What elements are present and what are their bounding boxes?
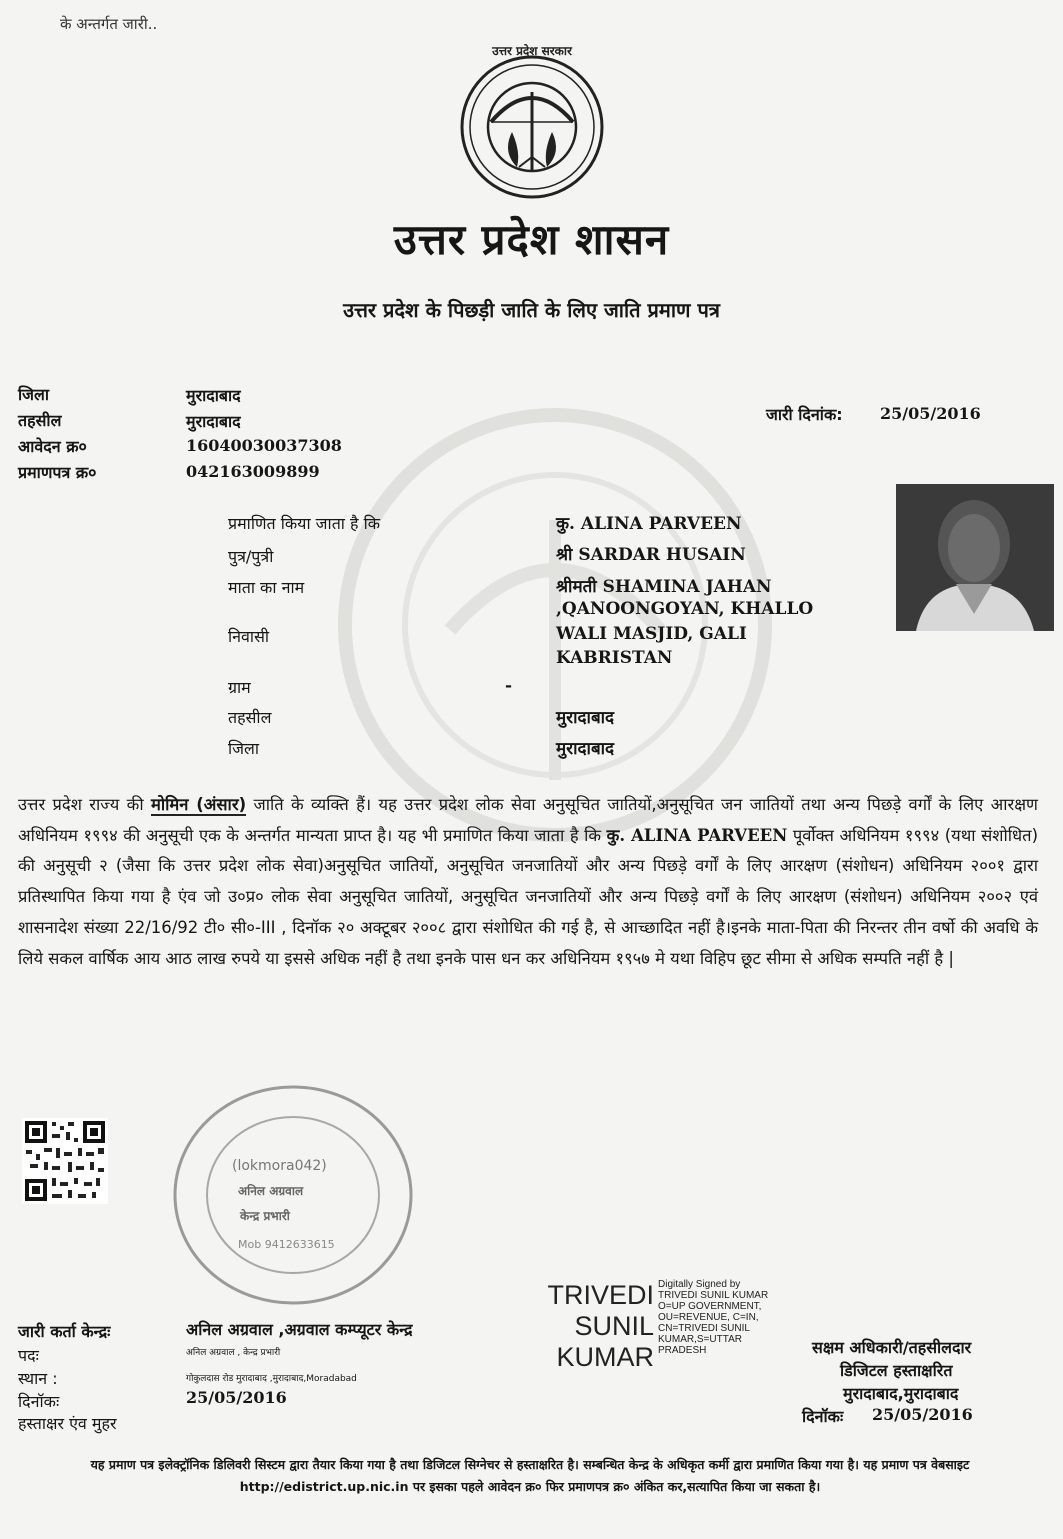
field-tehsil-label: तहसील: [228, 708, 272, 727]
authority-date-value: 25/05/2016: [872, 1405, 973, 1424]
stamp-mob: Mob 9412633615: [238, 1238, 335, 1251]
resident-line2: WALI MASJID, GALI: [556, 624, 747, 644]
dsig-info-line: TRIVEDI SUNIL KUMAR: [658, 1290, 769, 1301]
issuer-place-value: गोकुलदास रोड मुरादाबाद ,मुरादाबाद,Moradabad: [186, 1374, 357, 1384]
application-no-label: आवेदन क्र०: [18, 437, 87, 456]
tehsil-label: तहसील: [18, 411, 62, 430]
dsig-name-line2: SUNIL: [574, 1311, 654, 1341]
emblem-text: उत्तर प्रदेश सरकार: [492, 44, 572, 58]
issuer-center-value: अनिल अग्रवाल ,अग्रवाल कम्प्यूटर केन्द्र: [186, 1320, 413, 1339]
dsig-info-line: OU=REVENUE, C=IN,: [658, 1312, 759, 1323]
body-applicant-name: कु. ALINA PARVEEN: [606, 825, 788, 845]
stamp-name: अनिल अग्रवाल: [238, 1184, 304, 1198]
district-value: मुरादाबाद: [186, 386, 241, 405]
applicant-photo: [896, 484, 1054, 631]
field-district-value: मुरादाबाद: [556, 739, 615, 759]
footer-note: यह प्रमाण पत्र इलेक्ट्रॉनिक डिलिवरी सिस्टम द्वारा तैयार किया गया है तथा डिजिटल सिग्नेचर से हस्ताक्षरित है। सम्बन्धित केन्द्र के अधिकृत कर्मी द्वारा प्रमाणित किया गया है। यह प्रमाण पत्र वेबसाइट http://edistrict.up.nic.in पर इसका पहले आवेदन क्र० फिर प्रमाणपत्र क्र० अंकित कर,सत्यापित किया जा सकता है।: [90, 1457, 970, 1494]
dsig-info-line: O=UP GOVERNMENT,: [658, 1301, 762, 1312]
mother-label: माता का नाम: [228, 578, 305, 597]
dsig-info-line: CN=TRIVEDI SUNIL: [658, 1323, 750, 1334]
issuer-center-label: जारी कर्ता केन्द्रः: [18, 1322, 111, 1341]
issuer-date-value: 25/05/2016: [186, 1388, 287, 1407]
issuer-post-label: पदः: [18, 1346, 39, 1365]
dsig-info-line: Digitally Signed by: [658, 1279, 741, 1290]
resident-line1: ,QANOONGOYAN, KHALLO: [556, 599, 814, 619]
up-government-emblem: [457, 52, 607, 202]
authority-title: सक्षम अधिकारी/तहसीलदार: [812, 1338, 972, 1357]
issue-date-label: जारी दिनांक:: [766, 405, 843, 424]
application-no-value: 16040030037308: [186, 436, 342, 455]
caste-name: मोमिन (अंसार): [150, 795, 247, 814]
district-label: जिला: [18, 385, 50, 404]
tehsil-value: मुरादाबाद: [186, 412, 241, 431]
dsig-name-line1: TRIVEDI: [547, 1280, 654, 1310]
qr-code: [22, 1118, 108, 1204]
issuer-post-value: अनिल अग्रवाल , केन्द्र प्रभारी: [186, 1348, 281, 1358]
certified-label: प्रमाणित किया जाता है कि: [228, 514, 381, 533]
field-tehsil-value: मुरादाबाद: [556, 708, 615, 728]
header-note: के अन्तर्गत जारी..: [60, 15, 158, 33]
body-part2: जाति के व्यक्ति हैं। यह उत्तर प्रदेश लोक सेवा अनुसूचित जातियों,अनुसूचित जन जातियों तथा अन्य पिछड़े वर्गों के लिए आरक्षण अधिनियम १९९४ की अनुसूची एक के अन्तर्गत मान्यता प्राप्त है। यह भी प्रमाणित किया जाता है कि: [18, 795, 1038, 845]
stamp-id: (lokmora042): [232, 1158, 327, 1174]
authority-location: मुरादाबाद,मुरादाबाद: [843, 1384, 959, 1403]
dsig-info-line: PRADESH: [658, 1345, 707, 1356]
digital-signature-info: [658, 1279, 768, 1356]
child-of-value: श्री SARDAR HUSAIN: [556, 545, 746, 565]
body-part1: उत्तर प्रदेश राज्य की: [18, 795, 144, 814]
body-part3: पूर्वोक्त अधिनियम १९९४ (यथा संशोधित) की अनुसूची २ (जैसा कि उत्तर प्रदेश लोक सेवा)अनुसूचित जातियों, अनुसूचित जनजातियों और अन्य पिछड़े वर्गों के लिए आरक्षण (संशोधन) अधिनियम २००१ द्वारा प्रतिस्थापित किया गया है एंव जो उ०प्र० लोक सेवा अनुसूचित जातियों, अनुसूचित जनजातियों और अन्य पिछड़े वर्गों के लिए आरक्षण (संशोधन) अधिनियम २००२ एवं शासनादेश संख्या 22/16/92 टी० सी०-III , दिनॉक २० अक्टूबर २००८ द्वारा संशोधित की गई है, से आच्छादित नहीं है।इनके माता-पिता की निरन्तर तीन वर्षो की अवधि के लिये सकल वार्षिक आय आठ लाख रुपये या इससे अधिक नहीं है तथा इनके पास धन कर अधिनियम १९५७ मे यथा विहिप छूट सीमा से अधिक सम्पति नहीं है |: [18, 825, 1039, 968]
issuer-place-label: स्थान :: [18, 1369, 58, 1388]
certificate-no-label: प्रमाणपत्र क्र०: [18, 463, 97, 482]
village-label: ग्राम: [228, 678, 251, 697]
dsig-info-line: KUMAR,S=UTTAR: [658, 1334, 742, 1345]
stamp-role: केन्द्र प्रभारी: [240, 1209, 290, 1223]
resident-label: निवासी: [228, 627, 270, 646]
issuer-signature-label: हस्ताक्षर एंव मुहर: [18, 1414, 117, 1433]
certificate-no-value: 042163009899: [186, 462, 320, 481]
village-value: -: [505, 676, 513, 696]
child-of-label: पुत्र/पुत्री: [228, 547, 274, 566]
page-title: उत्तर प्रदेश शासन: [393, 215, 670, 264]
authority-digital: डिजिटल हस्ताक्षरित: [840, 1361, 953, 1380]
field-district-label: जिला: [228, 739, 260, 758]
digital-signature-name: [530, 1280, 654, 1373]
resident-line3: KABRISTAN: [556, 648, 673, 668]
certified-value: कु. ALINA PARVEEN: [556, 514, 742, 534]
mother-value: श्रीमती SHAMINA JAHAN: [556, 577, 772, 597]
issue-date-value: 25/05/2016: [880, 404, 981, 423]
issuer-date-label: दिनॉकः: [18, 1392, 60, 1411]
certificate-body: [18, 790, 1038, 974]
dsig-name-line3: KUMAR: [556, 1342, 654, 1372]
authority-date-label: दिनॉकः: [802, 1407, 844, 1426]
page-subtitle: उत्तर प्रदेश के पिछड़ी जाति के लिए जाति प्रमाण पत्र: [343, 298, 720, 322]
